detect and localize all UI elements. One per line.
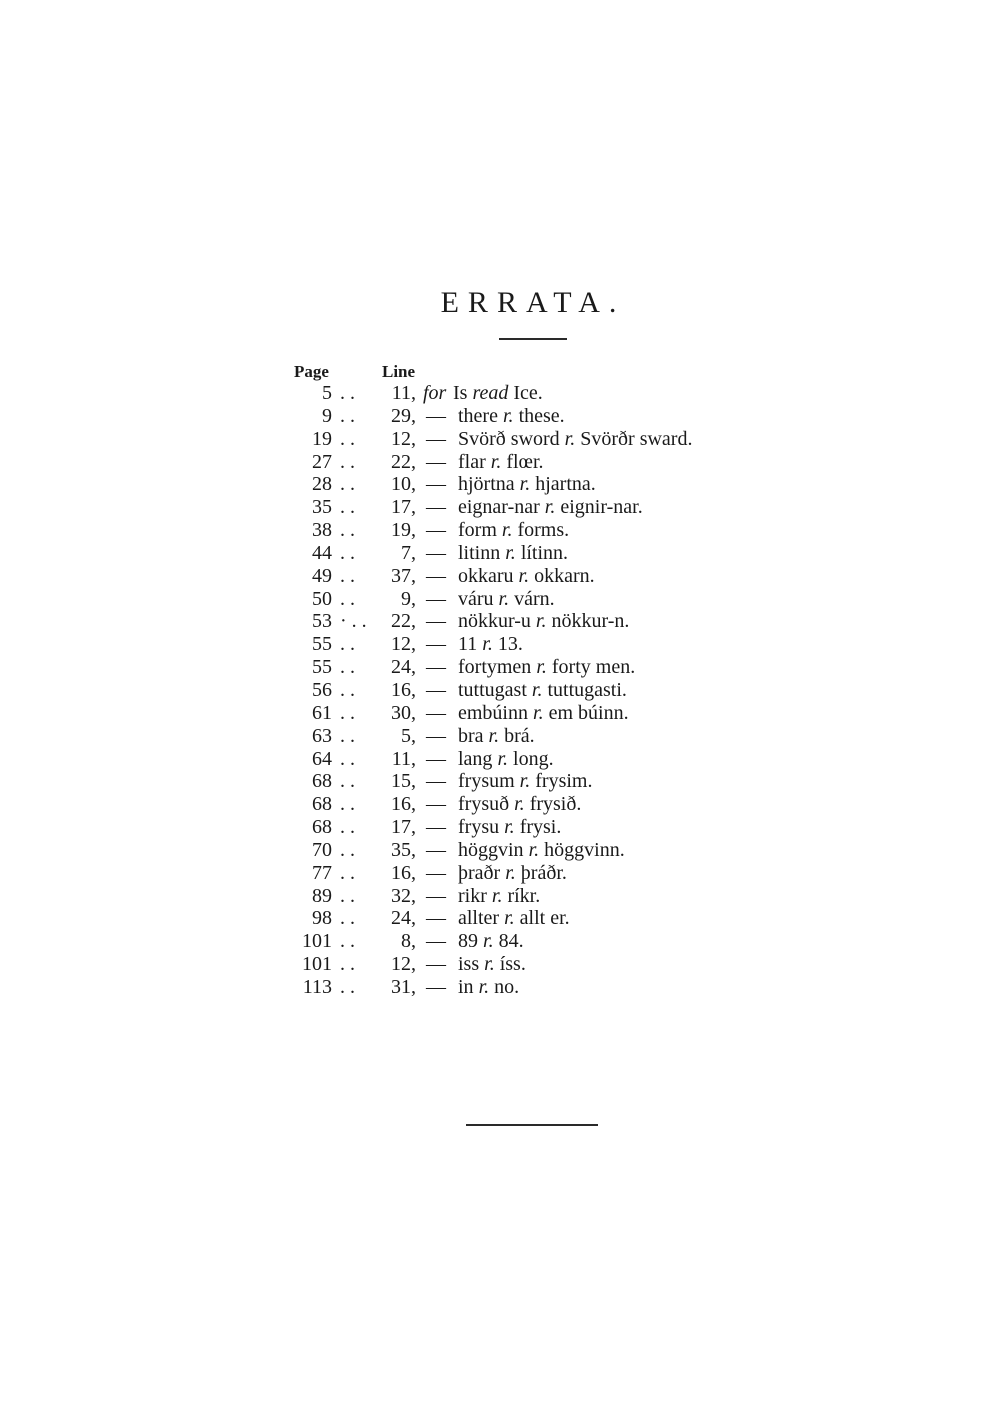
row-line: 11, <box>391 747 416 770</box>
row-wrong-text: tuttugast <box>458 678 527 701</box>
row-separator: — <box>426 770 446 793</box>
row-right-text: frysi. <box>519 816 562 839</box>
row-leader-dots: . . <box>340 701 355 724</box>
row-right-text: Svörðr sward. <box>580 427 693 450</box>
row-read-marker: r. <box>490 450 502 473</box>
row-right-text: várn. <box>514 587 555 610</box>
row-page: 61 <box>312 701 332 724</box>
row-page: 38 <box>312 519 332 542</box>
row-page: 49 <box>312 564 332 587</box>
errata-list <box>0 382 1000 999</box>
row-page: 68 <box>312 816 332 839</box>
row-correction <box>458 519 569 542</box>
header-line: Line <box>382 362 416 381</box>
row-separator: — <box>426 930 446 953</box>
row-page: 77 <box>312 861 332 884</box>
row-separator: — <box>426 793 446 816</box>
errata-row <box>0 610 1000 633</box>
row-right-text: okkarn. <box>534 564 595 587</box>
row-leader-dots: . . <box>340 793 355 816</box>
page-title: ERRATA. <box>440 286 626 319</box>
row-correction <box>458 451 544 474</box>
row-separator: — <box>426 975 446 998</box>
row-correction <box>458 839 625 862</box>
row-separator: — <box>426 404 446 427</box>
row-separator: — <box>426 519 446 542</box>
row-page: 53 <box>312 610 332 633</box>
errata-row <box>0 793 1000 816</box>
title-divider <box>499 338 567 340</box>
row-correction <box>458 610 629 633</box>
row-correction <box>458 656 635 679</box>
row-leader-dots: . . <box>340 724 355 747</box>
row-wrong-text: in <box>458 975 474 998</box>
row-separator: — <box>426 816 446 839</box>
errata-row <box>0 519 1000 542</box>
row-read-marker: r. <box>484 953 495 976</box>
row-wrong-text: embúinn <box>458 701 528 724</box>
row-leader-dots: . . <box>340 656 355 679</box>
row-leader-dots: . . <box>340 884 355 907</box>
row-right-text: ríkr. <box>507 884 541 907</box>
row-wrong-text: flar <box>458 450 486 473</box>
row-page: 55 <box>312 656 332 679</box>
row-leader-dots: . . <box>340 564 355 587</box>
errata-row <box>0 633 1000 656</box>
errata-row <box>0 656 1000 679</box>
row-read-marker: r. <box>505 861 516 884</box>
row-page: 35 <box>312 496 332 519</box>
row-separator: — <box>426 907 446 930</box>
row-separator: — <box>426 564 446 587</box>
row-wrong-text: allter <box>458 907 500 930</box>
row-right-text: íss. <box>499 953 526 976</box>
header-page: Page <box>294 362 329 381</box>
errata-row <box>0 451 1000 474</box>
row-read-marker: r. <box>488 724 500 747</box>
row-read-marker: r. <box>483 930 494 953</box>
row-leader-dots: . . <box>340 519 355 542</box>
row-correction <box>458 953 526 976</box>
row-right-text: hjartna. <box>535 473 596 496</box>
row-page: 68 <box>312 770 332 793</box>
row-right-text: no. <box>494 975 520 998</box>
row-wrong-text: frysu <box>458 816 500 839</box>
row-correction <box>458 907 570 930</box>
errata-row <box>0 496 1000 519</box>
row-wrong-text: bra <box>458 724 484 747</box>
row-read-marker: r. <box>482 633 493 656</box>
row-wrong-text: þraðr <box>458 861 501 884</box>
row-leader-dots: · . . <box>340 610 367 633</box>
errata-row <box>0 565 1000 588</box>
errata-row <box>0 473 1000 496</box>
row-page: 64 <box>312 747 332 770</box>
row-separator: — <box>426 861 446 884</box>
row-page: 56 <box>312 678 332 701</box>
row-read-marker: read <box>472 382 509 404</box>
bottom-divider <box>466 1124 598 1126</box>
row-wrong-text: eignar-nar <box>458 496 540 519</box>
errata-row <box>0 588 1000 611</box>
row-leader-dots: . . <box>340 975 355 998</box>
row-leader-dots: . . <box>340 838 355 861</box>
errata-row <box>0 702 1000 725</box>
row-line: 8, <box>401 930 416 953</box>
row-read-marker: r. <box>528 838 540 861</box>
row-wrong-text: form <box>458 519 497 542</box>
row-read-marker: r. <box>478 975 490 998</box>
row-line: 22, <box>391 450 416 473</box>
errata-row <box>0 907 1000 930</box>
row-correction <box>458 473 596 496</box>
row-separator: — <box>426 838 446 861</box>
row-wrong-text: there <box>458 404 498 427</box>
errata-row <box>0 542 1000 565</box>
row-separator: — <box>426 496 446 519</box>
row-separator: — <box>426 747 446 770</box>
row-right-text: Ice. <box>513 382 543 404</box>
row-page: 68 <box>312 793 332 816</box>
row-line: 29, <box>391 404 416 427</box>
row-right-text: forms. <box>517 519 570 542</box>
row-line: 16, <box>391 793 416 816</box>
row-page: 9 <box>322 404 332 427</box>
row-leader-dots: . . <box>340 541 355 564</box>
row-leader-dots: . . <box>340 678 355 701</box>
row-correction <box>458 930 524 953</box>
row-wrong-text: frysum <box>458 770 515 793</box>
errata-row <box>0 679 1000 702</box>
row-read-marker: r. <box>518 564 530 587</box>
row-line: 30, <box>391 701 416 724</box>
row-leader-dots: . . <box>340 861 355 884</box>
row-correction <box>458 816 561 839</box>
row-separator: — <box>426 633 446 656</box>
row-correction <box>458 725 535 748</box>
row-right-text: flœr. <box>506 450 544 473</box>
row-correction <box>453 382 543 405</box>
row-page: 70 <box>312 838 332 861</box>
row-leader-dots: . . <box>340 473 355 496</box>
row-line: 31, <box>391 975 416 998</box>
row-read-marker: r. <box>519 770 531 793</box>
row-wrong-text: Svörð sword <box>458 427 560 450</box>
row-right-text: em búinn. <box>548 701 629 724</box>
row-line: 17, <box>391 816 416 839</box>
row-line: 17, <box>391 496 416 519</box>
row-line: 35, <box>391 838 416 861</box>
errata-row <box>0 405 1000 428</box>
row-line: 7, <box>401 541 416 564</box>
row-correction <box>458 405 565 428</box>
row-right-text: forty men. <box>551 656 636 679</box>
errata-row <box>0 862 1000 885</box>
row-wrong-text: litinn <box>458 541 501 564</box>
row-correction <box>458 496 643 519</box>
row-page: 113 <box>302 975 332 998</box>
row-separator: — <box>426 884 446 907</box>
row-page: 89 <box>312 884 332 907</box>
row-line: 12, <box>391 633 416 656</box>
row-correction <box>458 542 568 565</box>
row-right-text: brá. <box>504 724 535 747</box>
row-separator: — <box>426 678 446 701</box>
row-line: 11, <box>391 382 416 404</box>
row-line: 16, <box>391 861 416 884</box>
row-right-text: lítinn. <box>520 541 569 564</box>
row-leader-dots: . . <box>340 907 355 930</box>
row-page: 27 <box>312 450 332 473</box>
row-leader-dots: . . <box>340 930 355 953</box>
errata-row <box>0 725 1000 748</box>
row-read-marker: r. <box>564 427 576 450</box>
row-right-text: 13. <box>497 633 523 656</box>
row-line: 10, <box>391 473 416 496</box>
row-wrong-text: lang <box>458 747 493 770</box>
row-correction <box>458 588 555 611</box>
row-page: 63 <box>312 724 332 747</box>
row-leader-dots: . . <box>340 404 355 427</box>
row-separator: — <box>426 473 446 496</box>
row-wrong-text: Is <box>453 382 468 404</box>
row-page: 55 <box>312 633 332 656</box>
errata-row <box>0 770 1000 793</box>
row-correction <box>458 885 540 908</box>
row-wrong-text: 11 <box>458 633 478 656</box>
row-correction <box>458 679 627 702</box>
row-read-marker: r. <box>533 701 544 724</box>
row-correction <box>458 565 595 588</box>
row-read-marker: r. <box>501 519 513 542</box>
row-leader-dots: . . <box>340 633 355 656</box>
row-separator: — <box>426 656 446 679</box>
row-separator: — <box>426 450 446 473</box>
row-page: 19 <box>312 427 332 450</box>
errata-row <box>0 930 1000 953</box>
row-page: 50 <box>312 587 332 610</box>
row-leader-dots: . . <box>340 450 355 473</box>
row-read-marker: r. <box>544 496 556 519</box>
row-correction <box>458 862 567 885</box>
row-separator: — <box>426 610 446 633</box>
row-line: 32, <box>391 884 416 907</box>
row-line: 9, <box>401 587 416 610</box>
row-right-text: long. <box>513 747 554 770</box>
row-leader-dots: . . <box>340 587 355 610</box>
row-read-marker: r. <box>531 678 543 701</box>
row-leader-dots: . . <box>340 953 355 976</box>
row-read-marker: r. <box>535 610 547 633</box>
row-read-marker: r. <box>514 793 525 816</box>
row-page: 28 <box>312 473 332 496</box>
row-right-text: frysim. <box>535 770 593 793</box>
errata-row <box>0 816 1000 839</box>
row-wrong-text: iss <box>458 953 480 976</box>
row-right-text: 84. <box>498 930 524 953</box>
row-read-marker: r. <box>504 907 515 930</box>
row-right-text: höggvinn. <box>544 838 625 861</box>
row-read-marker: r. <box>502 404 514 427</box>
row-page: 101 <box>302 953 332 976</box>
row-read-marker: r. <box>491 884 503 907</box>
row-correction <box>458 748 554 771</box>
row-correction <box>458 976 519 999</box>
row-right-text: nökkur-n. <box>551 610 630 633</box>
row-right-text: þráðr. <box>520 861 567 884</box>
row-wrong-text: fortymen <box>458 656 532 679</box>
errata-row <box>0 382 1000 405</box>
row-correction <box>458 702 629 725</box>
row-line: 37, <box>391 564 416 587</box>
row-right-text: frysið. <box>529 793 582 816</box>
row-wrong-text: okkaru <box>458 564 514 587</box>
errata-row <box>0 839 1000 862</box>
errata-row <box>0 885 1000 908</box>
row-leader-dots: . . <box>340 382 355 404</box>
row-separator: — <box>426 953 446 976</box>
row-wrong-text: höggvin <box>458 838 524 861</box>
row-wrong-text: nökkur-u <box>458 610 531 633</box>
row-read-marker: r. <box>536 656 547 679</box>
errata-row <box>0 953 1000 976</box>
row-correction <box>458 428 692 451</box>
row-right-text: allt er. <box>519 907 570 930</box>
row-wrong-text: rikr <box>458 884 487 907</box>
row-separator: — <box>426 724 446 747</box>
row-correction <box>458 770 592 793</box>
row-read-marker: r. <box>505 541 516 564</box>
row-page: 101 <box>302 930 332 953</box>
errata-row <box>0 748 1000 771</box>
row-read-marker: r. <box>504 816 515 839</box>
row-line: 22, <box>391 610 416 633</box>
row-line: 12, <box>391 953 416 976</box>
row-leader-dots: . . <box>340 427 355 450</box>
row-separator: for <box>423 382 447 404</box>
row-leader-dots: . . <box>340 816 355 839</box>
row-page: 5 <box>322 382 332 404</box>
row-leader-dots: . . <box>340 496 355 519</box>
row-line: 12, <box>391 427 416 450</box>
row-right-text: eignir-nar. <box>560 496 643 519</box>
row-line: 24, <box>391 907 416 930</box>
row-line: 24, <box>391 656 416 679</box>
row-line: 19, <box>391 519 416 542</box>
row-read-marker: r. <box>519 473 531 496</box>
row-wrong-text: frysuð <box>458 793 510 816</box>
row-read-marker: r. <box>497 747 509 770</box>
row-correction <box>458 793 581 816</box>
row-separator: — <box>426 427 446 450</box>
row-page: 44 <box>312 541 332 564</box>
row-right-text: tuttugasti. <box>547 678 627 701</box>
errata-row <box>0 976 1000 999</box>
row-right-text: these. <box>518 404 565 427</box>
errata-row <box>0 428 1000 451</box>
row-read-marker: r. <box>498 587 510 610</box>
row-leader-dots: . . <box>340 747 355 770</box>
row-correction <box>458 633 523 656</box>
row-line: 5, <box>401 724 416 747</box>
row-separator: — <box>426 701 446 724</box>
row-wrong-text: hjörtna <box>458 473 515 496</box>
row-page: 98 <box>312 907 332 930</box>
row-separator: — <box>426 587 446 610</box>
row-line: 16, <box>391 678 416 701</box>
row-line: 15, <box>391 770 416 793</box>
row-separator: — <box>426 541 446 564</box>
row-wrong-text: váru <box>458 587 494 610</box>
row-leader-dots: . . <box>340 770 355 793</box>
row-wrong-text: 89 <box>458 930 478 953</box>
